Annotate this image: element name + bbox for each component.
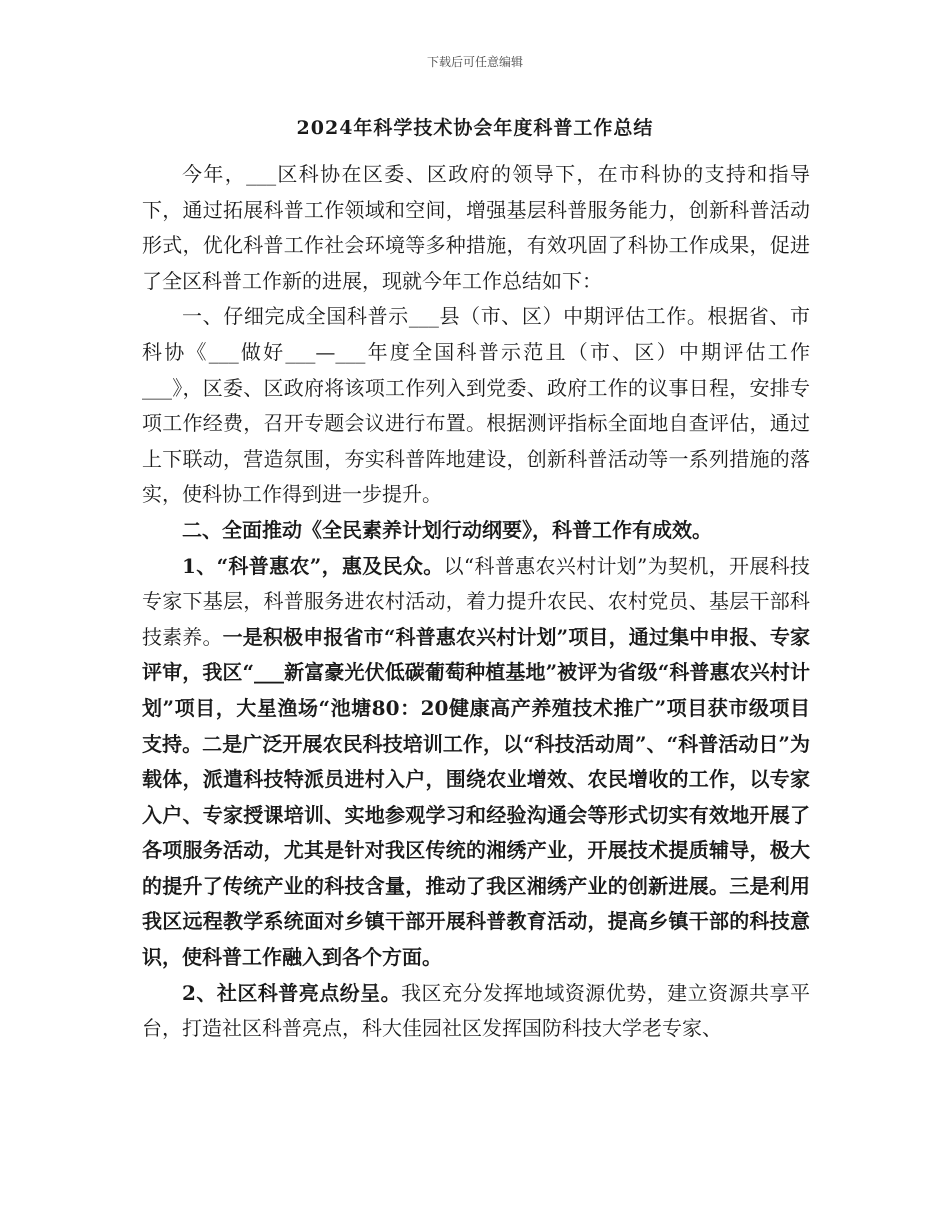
paragraph-item-2 [142, 976, 810, 1047]
header-note: 下载后可任意编辑 [426, 55, 523, 69]
paragraph-section-1: 一、仔细完成全国科普示___县（市、区）中期评估工作。根据省、市科协《___做好___—___年度全国科普示范且（市、区）中期评估工作___》，区委、区政府将该项工作列入到党委、政府工作的议事日程，安排专项工作经费，召开专题会议进行布置。根据测评指标全面地自查评估，通过上下联动，营造氛围，夯实科普阵地建设，创新科普活动等一系列措施的落实，使科协工作得到进一步提升。 [142, 304, 810, 507]
item-1-intro: 以“科普惠农兴村计划”为契机，开展科技专家下基层，科普服务进农村活动，着力提升农民、农村党员、基层干部科技素养。 [142, 553, 810, 649]
paragraph-item-1 [142, 549, 810, 976]
item-2-text: 我区充分发挥地域资源优势，建立资源共享平台，打造社区科普亮点，科大佳园社区发挥国防科技大学老专家、 [142, 980, 810, 1041]
item-1-details: 一是积极申报省市“科普惠农兴村计划”项目，通过集中申报、专家评审，我区“___新富豪光伏低碳葡萄种植基地”被评为省级“科普惠农兴村计划”项目，大星渔场“池塘80：20健康高产养殖技术推广”项目获市级项目支持。二是广泛开展农民科技培训工作，以“科技活动周”、“科普活动日”为载体，派遣科技特派员进村入户，围绕农业增效、农民增收的工作，以专家入户、专家授课培训、实地参观学习和经验沟通会等形式切实有效地开展了各项服务活动，尤其是针对我区传统的湘绣产业，开展技术提质辅导，极大的提升了传统产业的科技含量，推动了我区湘绣产业的创新进展。三是利用我区远程教学系统面对乡镇干部开展科普教育活动，提高乡镇干部的科技意识，使科普工作融入到各个方面。 [142, 624, 810, 970]
paragraph-intro: 今年，___区科协在区委、区政府的领导下，在市科协的支持和指导下，通过拓展科普工作领域和空间，增强基层科普服务能力，创新科普活动形式，优化科普工作社会环境等多种措施，有效巩固了科协工作成果，促进了全区科普工作新的进展，现就今年工作总结如下： [142, 162, 810, 293]
document-body [142, 157, 810, 1047]
document-title: 2024年科学技术协会年度科普工作总结 [296, 117, 654, 139]
item-1-heading: 1、“科普惠农”，惠及民众。 [182, 553, 444, 578]
item-2-heading: 2、社区科普亮点纷呈。 [182, 980, 402, 1005]
paragraph-section-2-heading: 二、全面推动《全民素养计划行动纲要》，科普工作有成效。 [182, 517, 712, 542]
